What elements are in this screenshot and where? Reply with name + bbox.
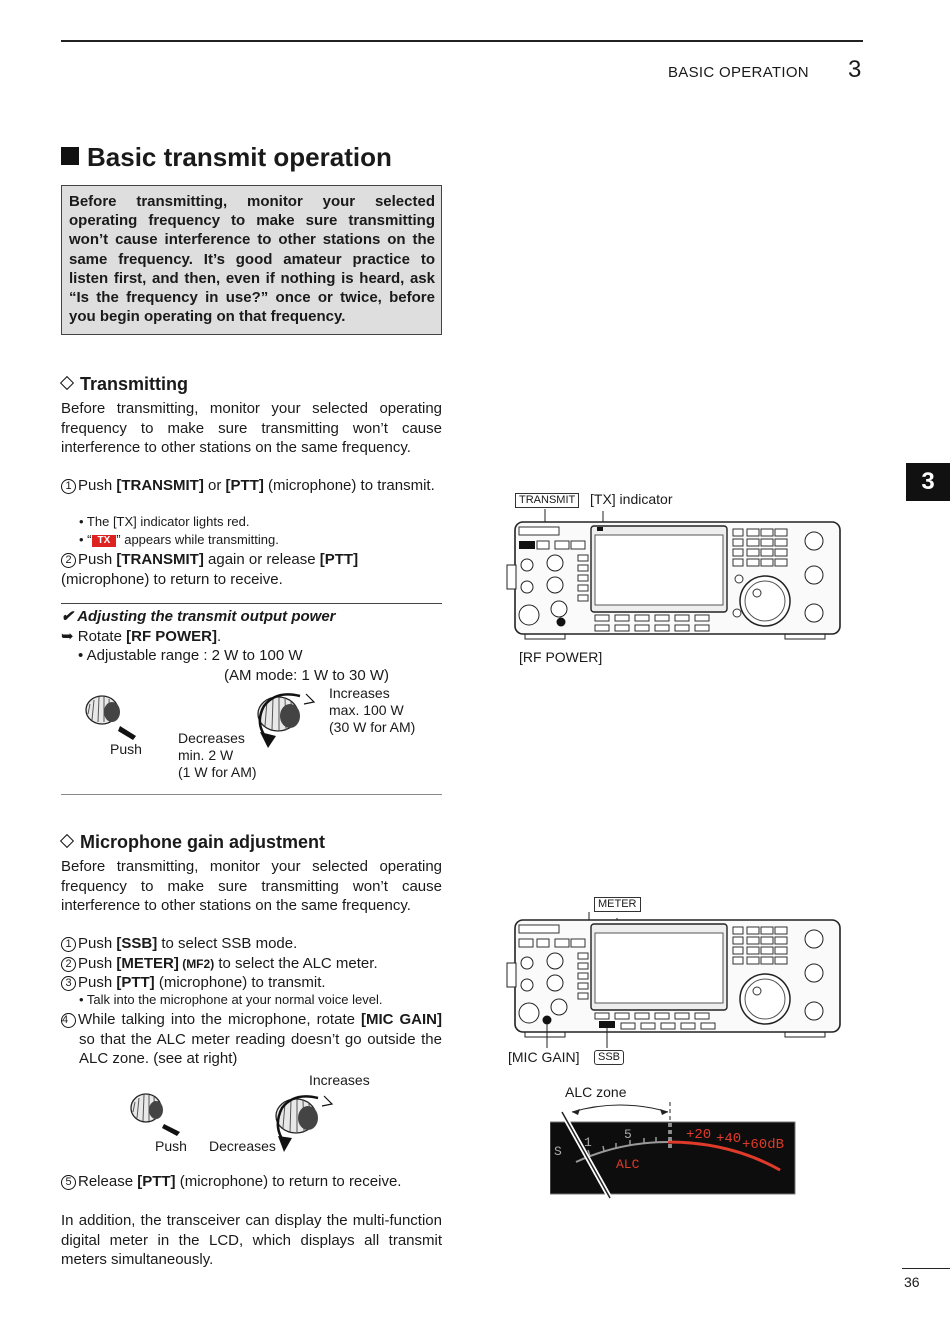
diamond-icon [60, 834, 74, 848]
meter-key-label: METER [594, 897, 641, 912]
square-bullet-icon [61, 147, 79, 165]
chapter-number: 3 [848, 56, 862, 83]
power-rule-top [61, 603, 442, 604]
meter-p40-label: +40 [716, 1131, 742, 1147]
rf-power-label: [RF POWER] [519, 649, 603, 665]
warning-box: Before transmitting, monitor your selected operating frequency to make sure transmitting won’t cause interference to other stations on the same frequency. It’s good amateur practice to listen first, and then, even if nothing is heard, ask “Is the frequency in use?” once or twice, before you begin operating on that frequency. [61, 185, 442, 335]
page-number: 36 [904, 1274, 920, 1290]
power-heading: ✔ Adjusting the transmit output power [61, 608, 336, 625]
power-min-label: min. 2 W [178, 747, 234, 763]
meter-s-label: S [554, 1144, 562, 1159]
meter-p20-label: +20 [686, 1127, 712, 1143]
mic-increases-label: Increases [309, 1072, 370, 1088]
power-push-label: Push [110, 741, 142, 757]
power-am-range: (AM mode: 1 W to 30 W) [224, 667, 390, 684]
tx-indicator-note: • The [TX] indicator lights red. [79, 514, 250, 529]
transmit-step-1: 1 Push [TRANSMIT] or [PTT] (microphone) to transmit. [61, 476, 442, 496]
mic-gain-intro: Before transmitting, monitor your selected operating frequency to make sure transmitting won’t cause interference to other stations on the same frequency. [61, 858, 442, 914]
tx-indicator-label: [TX] indicator [590, 491, 673, 507]
mic-step-3: 3 Push [PTT] (microphone) to transmit. [61, 973, 326, 993]
push-knob-icon [131, 1094, 180, 1136]
mic-step-4: 4 While talking into the microphone, rotate [MIC GAIN] so that the ALC meter reading doesn’t go outside the ALC zone. (see at right) [62, 1011, 442, 1067]
chapter-title: BASIC OPERATION [668, 64, 809, 81]
power-max-am-label: (30 W for AM) [329, 719, 416, 735]
transmit-key-label: TRANSMIT [515, 493, 579, 508]
transmitting-intro: Before transmitting, monitor your selected operating frequency to make sure transmitting won’t cause interference to other stations on the same frequency. [61, 400, 442, 456]
meter-p60-label: +60dB [742, 1137, 785, 1153]
rotate-knob-icon [276, 1096, 332, 1152]
mic-step-2: 2 Push [METER] (MF2) to select the ALC meter. [61, 954, 378, 975]
mic-voice-note: • Talk into the microphone at your normal voice level. [79, 992, 383, 1007]
power-increases-label: Increases [329, 685, 390, 701]
mic-push-label: Push [155, 1138, 187, 1154]
rotate-knob-icon [258, 694, 314, 748]
mic-decreases-label: Decreases [209, 1138, 276, 1154]
transceiver-front-panel-2 [505, 908, 845, 1058]
power-min-am-label: (1 W for AM) [178, 764, 257, 780]
power-decreases-label: Decreases [178, 730, 245, 746]
transceiver-front-panel-1 [505, 505, 845, 645]
mic-step-5: 5 Release [PTT] (microphone) to return to receive. [61, 1172, 401, 1192]
power-max-label: max. 100 W [329, 702, 404, 718]
power-rotate: ➥ Rotate [RF POWER]. [61, 628, 222, 645]
section-title: Basic transmit operation [61, 142, 392, 173]
header-rule [61, 40, 863, 42]
meter-alc-label: ALC [616, 1157, 640, 1172]
alc-meter-display [550, 1100, 796, 1200]
power-range: • Adjustable range : 2 W to 100 W [78, 647, 303, 664]
transmit-step-2: 2 Push [TRANSMIT] again or release [PTT] (microphone) to return to receive. [61, 551, 359, 588]
mic-gain-label: [MIC GAIN] [508, 1049, 580, 1065]
tx-appears-note: • “ TX ” appears while transmitting. [79, 532, 279, 547]
chapter-tab: 3 [906, 463, 950, 501]
footer-rule [902, 1268, 950, 1269]
diamond-icon [60, 376, 74, 390]
power-rule-bottom [61, 794, 442, 795]
tx-badge: TX [92, 535, 117, 547]
mic-step-1: 1 Push [SSB] to select SSB mode. [61, 934, 297, 954]
alc-zone-label: ALC zone [565, 1084, 627, 1100]
transmitting-heading: Transmitting [58, 374, 188, 395]
mic-gain-heading: Microphone gain adjustment [58, 832, 325, 853]
meter-1-label: 1 [584, 1135, 592, 1150]
ssb-key-label: SSB [594, 1050, 624, 1065]
mic-closing-paragraph: In addition, the transceiver can display the multi-function digital meter in the LCD, which displays all transmit meters simultaneously. [61, 1212, 442, 1268]
meter-5-label: 5 [624, 1127, 632, 1142]
push-knob-icon [86, 696, 136, 740]
